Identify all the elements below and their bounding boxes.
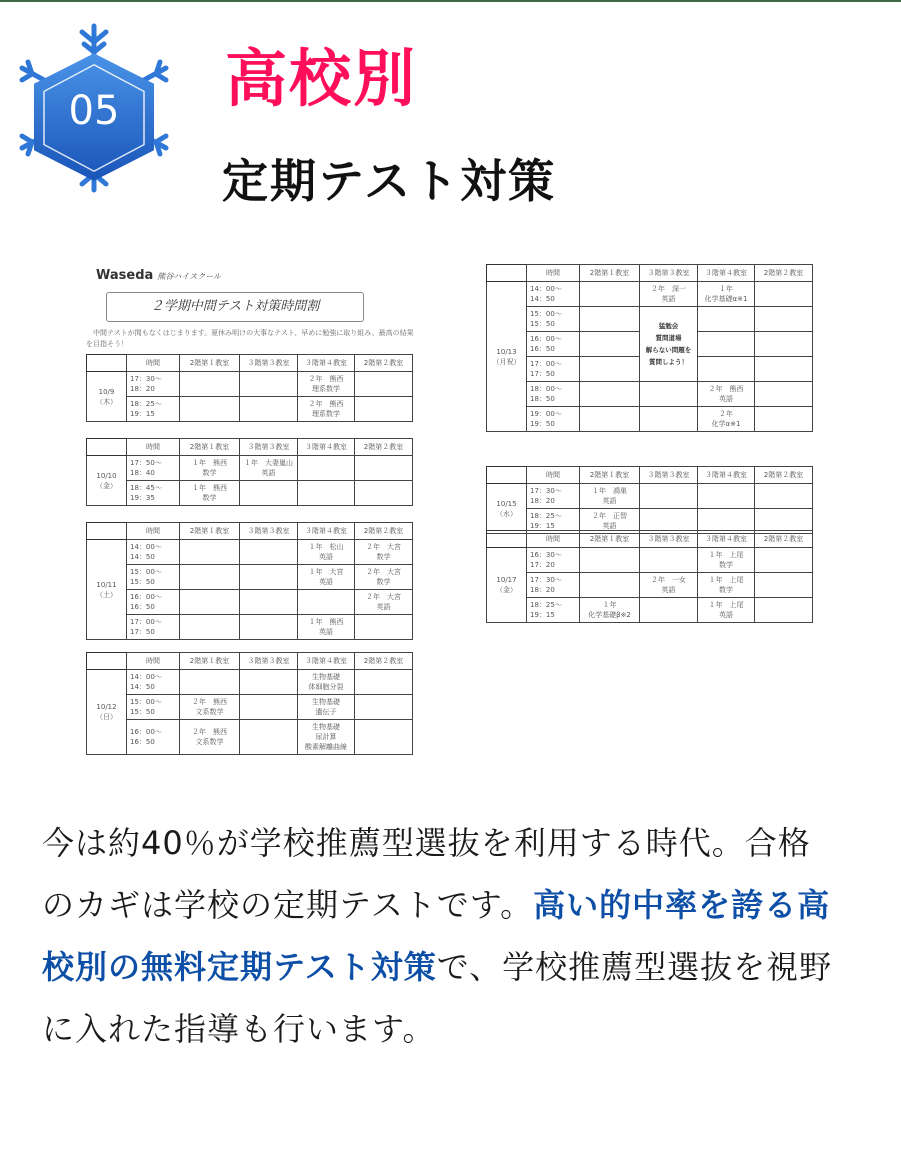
table-row bbox=[87, 670, 413, 695]
date-cell: 10/11 （土） bbox=[87, 540, 127, 640]
class-cell bbox=[240, 565, 298, 590]
class-cell: ２年 熊西 英語 bbox=[698, 382, 755, 407]
table-row bbox=[487, 484, 813, 509]
table-row bbox=[87, 372, 413, 397]
column-header: 2階第２教室 bbox=[355, 355, 413, 372]
column-header: 2階第１教室 bbox=[580, 467, 640, 484]
class-cell bbox=[640, 598, 698, 623]
class-cell bbox=[355, 615, 413, 640]
table-row bbox=[87, 590, 413, 615]
class-cell bbox=[755, 407, 813, 432]
class-cell bbox=[240, 372, 298, 397]
special-session-cell: 猛勉会 質問道場 解らない問題を 質問しよう！ bbox=[640, 307, 698, 382]
time-cell: 17：30～ 18：20 bbox=[527, 484, 580, 509]
class-cell bbox=[180, 670, 240, 695]
class-cell: １年 熊西 数学 bbox=[180, 481, 240, 506]
class-cell bbox=[298, 590, 355, 615]
table-row bbox=[487, 407, 813, 432]
class-cell: ２年 熊西 理系数学 bbox=[298, 397, 355, 422]
document-intro: 中間テストが間もなくはじまります。夏休み明けの大事なテスト、早めに勉強に取り組み、最高の結果を目指そう！ bbox=[86, 329, 414, 348]
date-cell: 10/17 （金） bbox=[487, 548, 527, 623]
class-cell: ２年 大宮 数学 bbox=[355, 565, 413, 590]
column-header: 時間 bbox=[127, 523, 180, 540]
date-cell: 10/13 （月祝） bbox=[487, 282, 527, 432]
time-cell: 15：00～ 15：50 bbox=[127, 695, 180, 720]
time-cell: 18：00～ 18：50 bbox=[527, 382, 580, 407]
column-header: 2階第２教室 bbox=[355, 653, 413, 670]
time-cell: 14：00～ 14：50 bbox=[127, 670, 180, 695]
class-cell bbox=[180, 565, 240, 590]
schedule-table bbox=[486, 466, 813, 534]
class-cell: ２年 熊西 理系数学 bbox=[298, 372, 355, 397]
class-cell: １年 化学基礎β※2 bbox=[580, 598, 640, 623]
time-cell: 17：00～ 17：50 bbox=[527, 357, 580, 382]
class-cell bbox=[355, 670, 413, 695]
class-cell bbox=[580, 573, 640, 598]
class-cell bbox=[355, 695, 413, 720]
table-row bbox=[87, 540, 413, 565]
class-cell bbox=[180, 615, 240, 640]
table-row bbox=[87, 456, 413, 481]
class-cell bbox=[180, 397, 240, 422]
svg-text:05: 05 bbox=[68, 88, 120, 134]
table-row bbox=[87, 565, 413, 590]
table-row bbox=[487, 382, 813, 407]
class-cell bbox=[580, 307, 640, 332]
table-row bbox=[487, 573, 813, 598]
class-cell: １年 鴻巣 英語 bbox=[580, 484, 640, 509]
class-cell: １年 上尾 数学 bbox=[698, 573, 755, 598]
class-cell bbox=[580, 282, 640, 307]
table-row bbox=[487, 307, 813, 332]
class-cell bbox=[180, 372, 240, 397]
class-cell: ２年 熊西 文系数学 bbox=[180, 695, 240, 720]
description-highlight: 高い的中率を誇る高校別の無料定期テスト対策 bbox=[42, 886, 831, 986]
description-text: 今は約40％が学校推薦型選抜を利用する時代。合格のカギは学校の定期テストです。 bbox=[42, 824, 811, 924]
column-header: 2階第２教室 bbox=[755, 265, 813, 282]
time-cell: 18：25～ 19：15 bbox=[127, 397, 180, 422]
class-cell: ２年 熊西 文系数学 bbox=[180, 720, 240, 755]
class-cell bbox=[240, 397, 298, 422]
column-header: ３階第４教室 bbox=[298, 523, 355, 540]
class-cell bbox=[698, 307, 755, 332]
class-cell bbox=[298, 481, 355, 506]
class-cell: 生物基礎 遺伝子 bbox=[298, 695, 355, 720]
class-cell: ２年 一女 英語 bbox=[640, 573, 698, 598]
class-cell bbox=[240, 670, 298, 695]
class-cell bbox=[355, 397, 413, 422]
class-cell: １年 熊西 数学 bbox=[180, 456, 240, 481]
table-row bbox=[87, 397, 413, 422]
title-main: 高校別 bbox=[225, 42, 418, 115]
table-row bbox=[487, 598, 813, 623]
time-cell: 18：45～ 19：35 bbox=[127, 481, 180, 506]
schedule-document-image bbox=[82, 262, 822, 772]
class-cell bbox=[580, 357, 640, 382]
time-cell: 17：30～ 18：20 bbox=[527, 573, 580, 598]
class-cell bbox=[755, 332, 813, 357]
date-cell: 10/15 （水） bbox=[487, 484, 527, 534]
time-cell: 19：00～ 19：50 bbox=[527, 407, 580, 432]
column-header: ３階第４教室 bbox=[298, 439, 355, 456]
column-header: ３階第３教室 bbox=[240, 355, 298, 372]
column-header: ３階第３教室 bbox=[240, 523, 298, 540]
column-header: ３階第４教室 bbox=[698, 467, 755, 484]
description-paragraph bbox=[42, 812, 842, 1060]
column-header: ３階第４教室 bbox=[698, 265, 755, 282]
column-header: 2階第１教室 bbox=[180, 653, 240, 670]
class-cell bbox=[240, 615, 298, 640]
class-cell bbox=[580, 332, 640, 357]
class-cell bbox=[580, 548, 640, 573]
class-cell bbox=[640, 382, 698, 407]
class-cell bbox=[698, 484, 755, 509]
column-header: ３階第３教室 bbox=[640, 531, 698, 548]
document-title-scroll: ２学期中間テスト対策時間割 bbox=[106, 292, 364, 322]
class-cell bbox=[580, 382, 640, 407]
class-cell: １年 化学基礎α※1 bbox=[698, 282, 755, 307]
class-cell bbox=[755, 307, 813, 332]
table-row bbox=[487, 282, 813, 307]
class-cell bbox=[180, 540, 240, 565]
class-cell bbox=[240, 695, 298, 720]
class-cell bbox=[180, 590, 240, 615]
date-cell: 10/10 （金） bbox=[87, 456, 127, 506]
class-cell: ２年 大宮 英語 bbox=[355, 590, 413, 615]
class-cell: ２年 深一 英語 bbox=[640, 282, 698, 307]
description-text-end: で、学校推薦型選抜を視野に入れた指導も行います。 bbox=[42, 948, 833, 1048]
schedule-table bbox=[86, 354, 413, 422]
class-cell bbox=[640, 484, 698, 509]
column-header: 2階第１教室 bbox=[580, 531, 640, 548]
column-header: 2階第１教室 bbox=[180, 355, 240, 372]
class-cell: 生物基礎 尿計算 酸素解離曲線 bbox=[298, 720, 355, 755]
class-cell: １年 熊西 英語 bbox=[298, 615, 355, 640]
snowflake-badge-icon bbox=[14, 20, 174, 196]
time-cell: 16：00～ 16：50 bbox=[127, 720, 180, 755]
class-cell: ２年 大宮 数学 bbox=[355, 540, 413, 565]
column-header: 時間 bbox=[127, 653, 180, 670]
time-cell: 17：30～ 18：20 bbox=[127, 372, 180, 397]
column-header: 2階第２教室 bbox=[355, 523, 413, 540]
column-header: 2階第１教室 bbox=[180, 439, 240, 456]
class-cell bbox=[355, 720, 413, 755]
class-cell bbox=[240, 720, 298, 755]
date-cell: 10/12 （日） bbox=[87, 670, 127, 755]
column-header: 時間 bbox=[127, 355, 180, 372]
column-header: ３階第３教室 bbox=[640, 467, 698, 484]
class-cell: １年 松山 英語 bbox=[298, 540, 355, 565]
class-cell bbox=[640, 548, 698, 573]
class-cell bbox=[698, 357, 755, 382]
class-cell bbox=[355, 456, 413, 481]
column-header: 2階第１教室 bbox=[580, 265, 640, 282]
time-cell: 17：50～ 18：40 bbox=[127, 456, 180, 481]
schedule-table bbox=[486, 530, 813, 623]
class-cell bbox=[355, 481, 413, 506]
column-header: 時間 bbox=[127, 439, 180, 456]
class-cell: １年 大宮 英語 bbox=[298, 565, 355, 590]
column-header: ３階第４教室 bbox=[298, 355, 355, 372]
schedule-table bbox=[86, 652, 413, 755]
class-cell: １年 大妻嵐山 英語 bbox=[240, 456, 298, 481]
time-cell: 16：00～ 16：50 bbox=[527, 332, 580, 357]
class-cell bbox=[755, 548, 813, 573]
column-header: 2階第２教室 bbox=[755, 467, 813, 484]
class-cell bbox=[755, 573, 813, 598]
column-header: 時間 bbox=[527, 467, 580, 484]
table-row bbox=[87, 481, 413, 506]
class-cell bbox=[755, 598, 813, 623]
date-cell: 10/9 （木） bbox=[87, 372, 127, 422]
class-cell bbox=[240, 540, 298, 565]
table-row bbox=[487, 548, 813, 573]
class-cell: １年 上尾 数学 bbox=[698, 548, 755, 573]
class-cell bbox=[755, 282, 813, 307]
class-cell: １年 上尾 英語 bbox=[698, 598, 755, 623]
time-cell: 15：00～ 15：50 bbox=[527, 307, 580, 332]
class-cell: ２年 化学α※1 bbox=[698, 407, 755, 432]
time-cell: 15：00～ 15：50 bbox=[127, 565, 180, 590]
class-cell bbox=[640, 407, 698, 432]
title-sub: 定期テスト対策 bbox=[222, 154, 557, 208]
class-cell bbox=[580, 407, 640, 432]
time-cell: 18：25～ 19：15 bbox=[527, 598, 580, 623]
class-cell bbox=[755, 484, 813, 509]
time-cell: 17：00～ 17：50 bbox=[127, 615, 180, 640]
schedule-table bbox=[486, 264, 813, 432]
schedule-table bbox=[86, 438, 413, 506]
time-cell: 18：25～ 19：15 bbox=[527, 509, 580, 534]
class-cell bbox=[755, 382, 813, 407]
class-cell: ２年 正智 英語 bbox=[580, 509, 640, 534]
table-row bbox=[87, 695, 413, 720]
column-header: ３階第３教室 bbox=[240, 653, 298, 670]
class-cell bbox=[355, 372, 413, 397]
table-row bbox=[87, 720, 413, 755]
brand-logo: Waseda 熊谷ハイスクール bbox=[96, 268, 222, 283]
class-cell bbox=[240, 590, 298, 615]
column-header: 時間 bbox=[527, 265, 580, 282]
class-cell bbox=[240, 481, 298, 506]
schedule-table bbox=[86, 522, 413, 640]
time-cell: 14：00～ 14：50 bbox=[527, 282, 580, 307]
class-cell bbox=[755, 357, 813, 382]
class-cell bbox=[298, 456, 355, 481]
column-header: ３階第４教室 bbox=[298, 653, 355, 670]
time-cell: 16：00～ 16：50 bbox=[127, 590, 180, 615]
column-header: ３階第３教室 bbox=[240, 439, 298, 456]
column-header: ３階第３教室 bbox=[640, 265, 698, 282]
table-row bbox=[87, 615, 413, 640]
time-cell: 14：00～ 14：50 bbox=[127, 540, 180, 565]
column-header: 2階第１教室 bbox=[180, 523, 240, 540]
class-cell bbox=[698, 332, 755, 357]
column-header: 時間 bbox=[527, 531, 580, 548]
column-header: 2階第２教室 bbox=[755, 531, 813, 548]
column-header: 2階第２教室 bbox=[355, 439, 413, 456]
class-cell: 生物基礎 体細胞分裂 bbox=[298, 670, 355, 695]
time-cell: 16：30～ 17：20 bbox=[527, 548, 580, 573]
top-border-line bbox=[0, 0, 901, 2]
column-header: ３階第４教室 bbox=[698, 531, 755, 548]
